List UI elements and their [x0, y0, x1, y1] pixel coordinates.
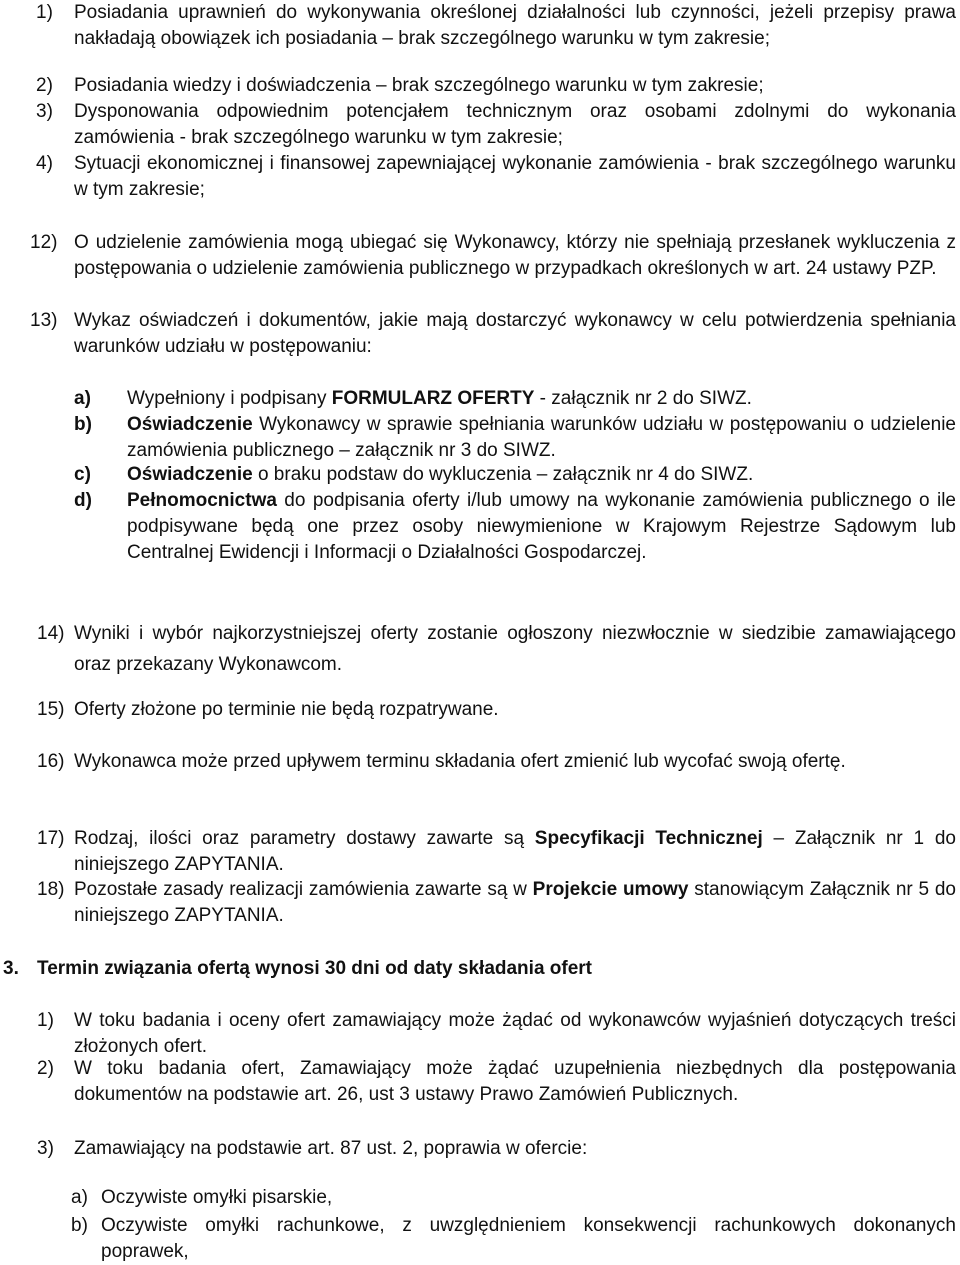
- item-text: Sytuacji ekonomicznej i finansowej zapewniającej wykonanie zamówienia - brak szczególnego warunku w tym zakresie;: [74, 153, 956, 200]
- correction-b: [71, 1213, 956, 1265]
- item-number: 4): [36, 153, 53, 174]
- item-14: [37, 618, 956, 680]
- item-letter: c): [74, 464, 91, 485]
- section-3-item-1: [37, 1008, 956, 1060]
- item-text: W toku badania ofert, Zamawiający może żądać uzupełnienia niezbędnych dla postępowania dokumentów na podstawie art. 26, ust 3 ustawy Prawo Zamówień Publicznych.: [74, 1058, 956, 1105]
- item-text: Posiadania uprawnień do wykonywania określonej działalności lub czynności, jeżeli przepisy prawa nakładają obowiązek ich posiadania – brak szczególnego warunku w tym zakresie;: [74, 2, 956, 49]
- item-letter: b): [71, 1215, 88, 1236]
- item-text: Pozostałe zasady realizacji zamówienia zawarte są w Projekcie umowy stanowiącym Załącznik nr 5 do niniejszego ZAPYTANIA.: [74, 879, 956, 926]
- item-text: Oczywiste omyłki pisarskie,: [101, 1187, 333, 1208]
- section-number: 3.: [3, 958, 19, 979]
- item-15: [37, 697, 956, 723]
- item-text: O udzielenie zamówienia mogą ubiegać się Wykonawcy, którzy nie spełniają przesłanek wykluczenia z postępowania o udzielenie zamówienia publicznego w przypadkach określonych w art. 24 ustawy PZP.: [74, 232, 956, 279]
- item-number: 2): [37, 1058, 54, 1079]
- condition-item-4: [36, 151, 956, 203]
- section-3-item-2: [37, 1056, 956, 1108]
- item-number: 13): [30, 310, 58, 331]
- section-3-heading: [3, 956, 956, 982]
- item-text: Wykonawca może przed upływem terminu składania ofert zmienić lub wycofać swoją ofertę.: [74, 751, 846, 772]
- item-number: 18): [37, 879, 65, 900]
- item-text: W toku badania i oceny ofert zamawiający może żądać od wykonawców wyjaśnień dotyczących treści złożonych ofert.: [74, 1010, 956, 1057]
- item-text: Wyniki i wybór najkorzystniejszej oferty zostanie ogłoszony niezwłocznie w siedzibie zamawiającego oraz przekazany Wykonawcom.: [74, 623, 956, 675]
- item-text: Dysponowania odpowiednim potencjałem technicznym oraz osobami zdolnymi do wykonania zamówienia - brak szczególnego warunku w tym zakresie;: [74, 101, 956, 148]
- condition-item-3: [36, 99, 956, 151]
- item-text: Oświadczenie Wykonawcy w sprawie spełniania warunków udziału w postępowaniu o udzielenie zamówienia publicznego – załącznik nr 3 do SIWZ.: [127, 414, 956, 461]
- item-letter: d): [74, 490, 92, 511]
- condition-item-2: [36, 73, 956, 99]
- item-text: Oczywiste omyłki rachunkowe, z uwzględnieniem konsekwencji rachunkowych dokonanych poprawek,: [101, 1215, 956, 1262]
- item-17: [37, 826, 956, 878]
- item-number: 3): [36, 101, 53, 122]
- item-letter: b): [74, 414, 92, 435]
- item-number: 12): [30, 232, 58, 253]
- condition-item-1: [36, 0, 956, 52]
- section-3-item-3: [37, 1136, 956, 1162]
- item-letter: a): [71, 1187, 88, 1208]
- item-number: 1): [37, 1010, 54, 1031]
- document-a: [74, 386, 956, 412]
- item-text: Wypełniony i podpisany FORMULARZ OFERTY - załącznik nr 2 do SIWZ.: [127, 388, 752, 409]
- item-number: 1): [36, 2, 53, 23]
- item-number: 15): [37, 699, 65, 720]
- item-text: Zamawiający na podstawie art. 87 ust. 2, poprawia w ofercie:: [74, 1138, 588, 1159]
- item-letter: a): [74, 388, 91, 409]
- item-16: [37, 746, 956, 777]
- document-c: [74, 462, 956, 488]
- item-13: [30, 308, 956, 360]
- section-title: Termin związania ofertą wynosi 30 dni od daty składania ofert: [37, 958, 593, 979]
- item-text: Oświadczenie o braku podstaw do wykluczenia – załącznik nr 4 do SIWZ.: [127, 464, 754, 485]
- item-text: Posiadania wiedzy i doświadczenia – brak szczególnego warunku w tym zakresie;: [74, 75, 764, 96]
- item-number: 14): [37, 623, 65, 644]
- item-number: 2): [36, 75, 53, 96]
- item-number: 17): [37, 828, 65, 849]
- item-12: [30, 230, 956, 282]
- item-number: 16): [37, 751, 65, 772]
- document-b: [74, 412, 956, 464]
- item-text: Wykaz oświadczeń i dokumentów, jakie mają dostarczyć wykonawcy w celu potwierdzenia spełniania warunków udziału w postępowaniu:: [74, 310, 956, 357]
- item-18: [37, 877, 956, 929]
- item-text: Rodzaj, ilości oraz parametry dostawy zawarte są Specyfikacji Technicznej – Załącznik nr 1 do niniejszego ZAPYTANIA.: [74, 828, 956, 875]
- item-number: 3): [37, 1138, 54, 1159]
- correction-a: [71, 1185, 956, 1211]
- document-d: [74, 488, 956, 566]
- item-text: Pełnomocnictwa do podpisania oferty i/lub umowy na wykonanie zamówienia publicznego o ile podpisywane będą one przez osoby niewymienione w Krajowym Rejestrze Sądowym lub Centralnej Ewidencji i Informacji o Działalności Gospodarczej.: [127, 490, 956, 563]
- item-text: Oferty złożone po terminie nie będą rozpatrywane.: [74, 699, 499, 720]
